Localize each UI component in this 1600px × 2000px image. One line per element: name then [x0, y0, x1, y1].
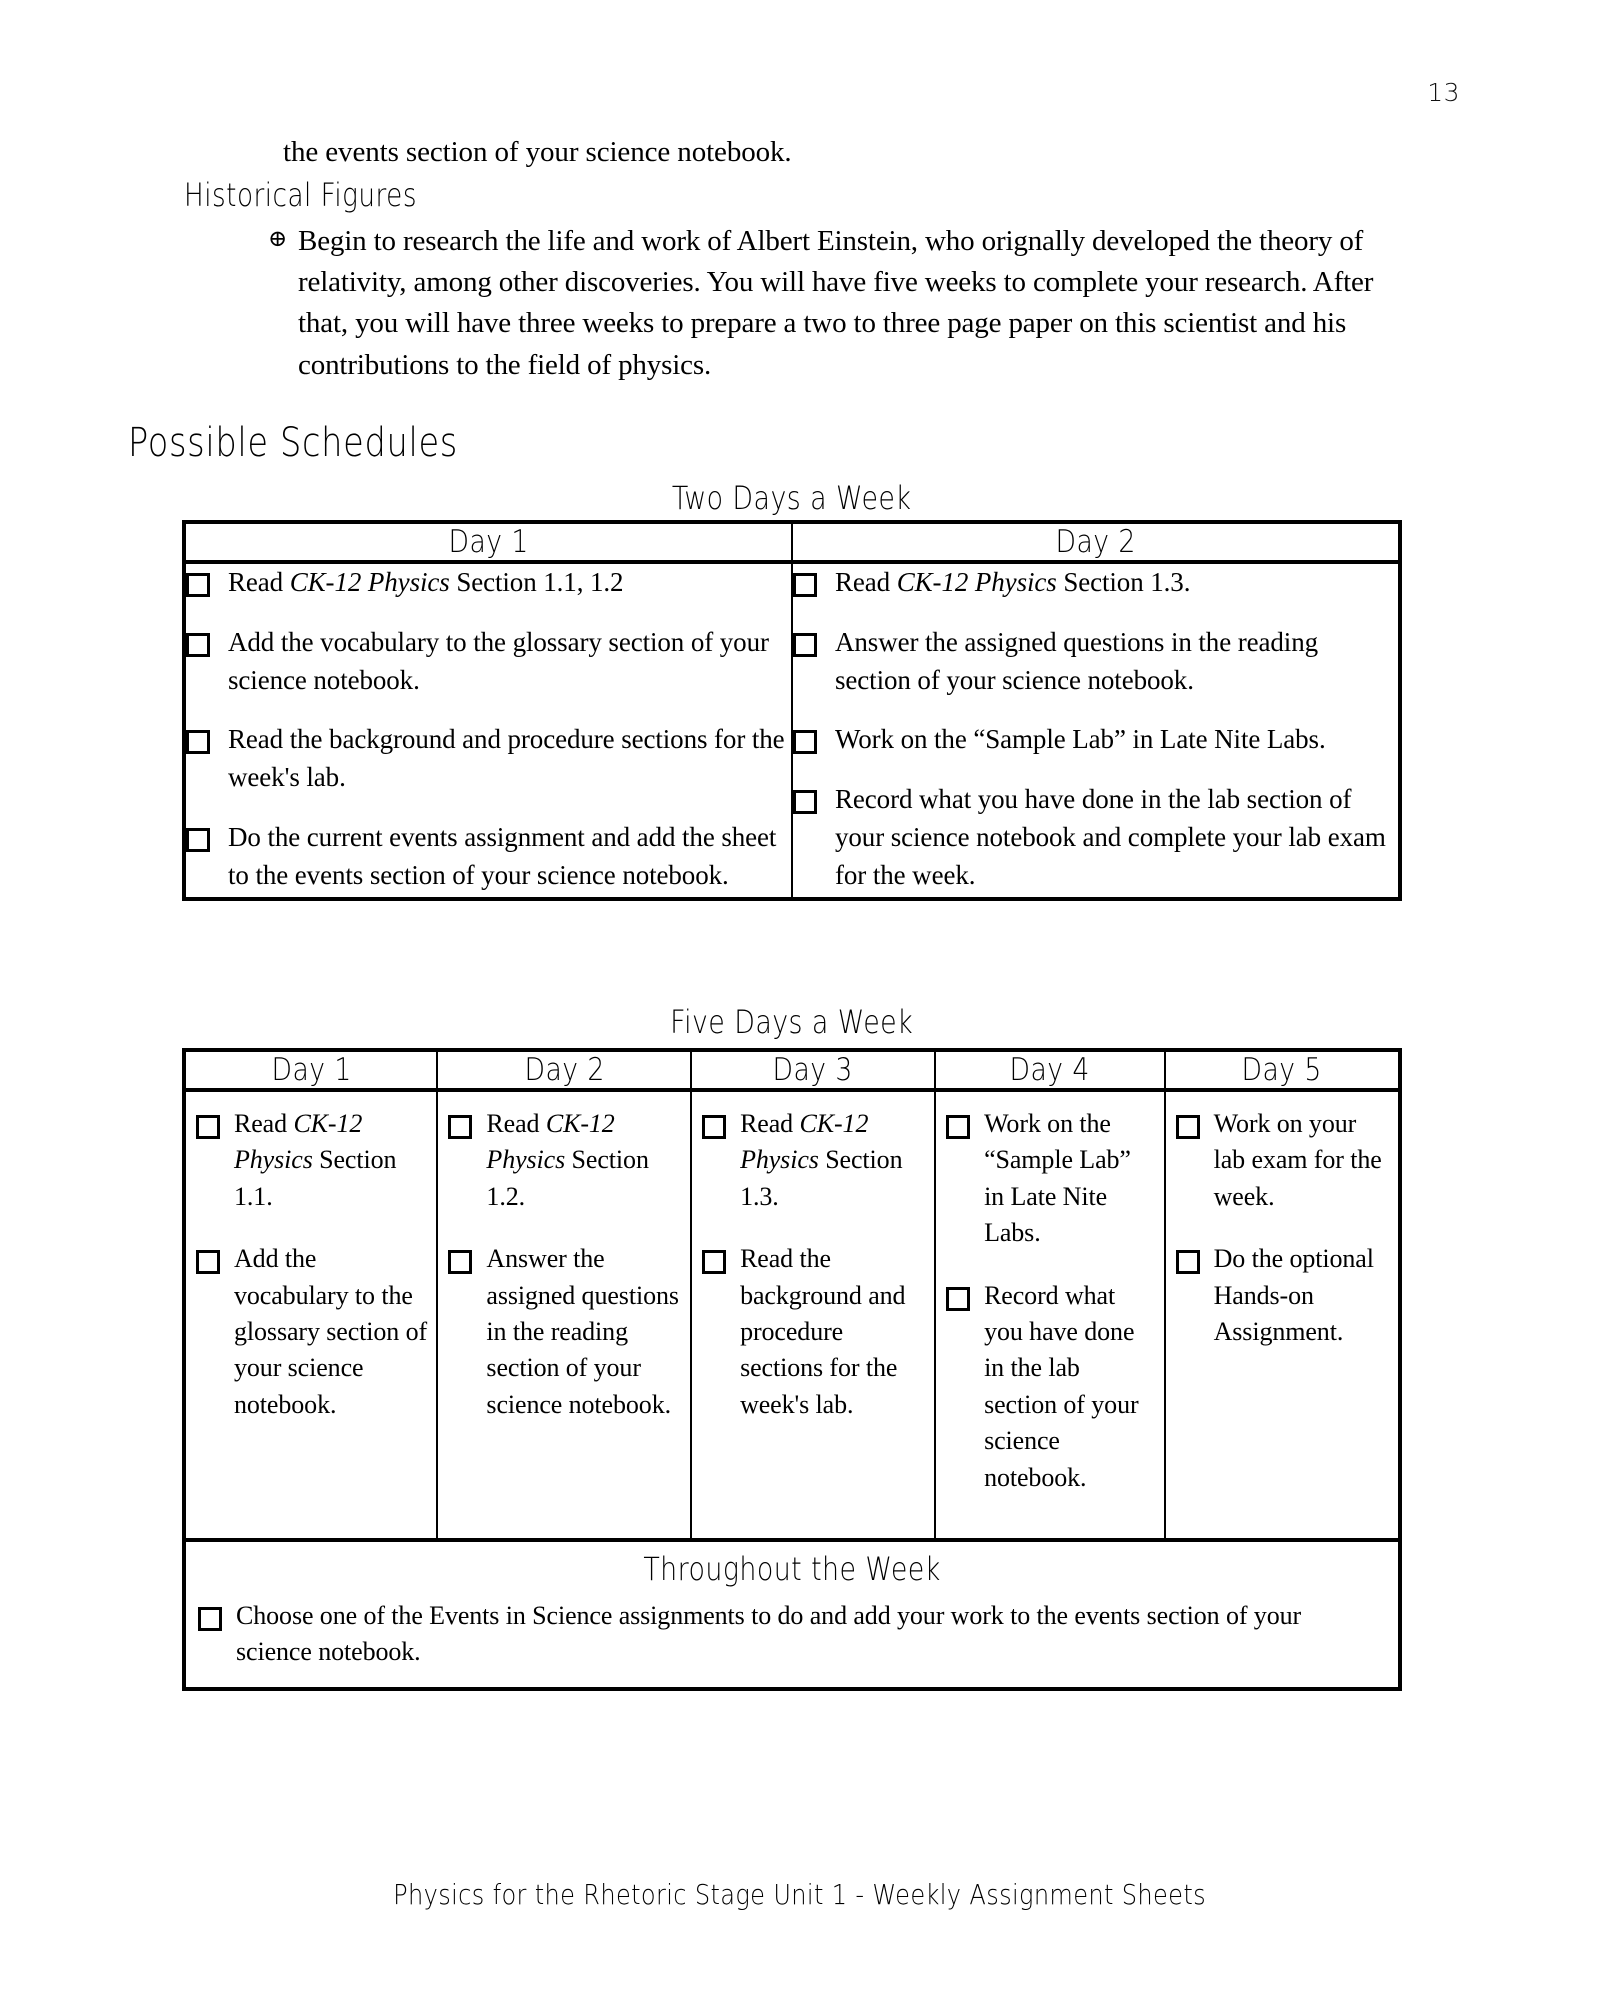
checkbox-icon[interactable] [702, 1250, 726, 1274]
checkbox-icon[interactable] [186, 828, 210, 852]
list-item[interactable] [1176, 1106, 1390, 1215]
day-4-cell [935, 1090, 1165, 1540]
day-5-cell [1165, 1090, 1400, 1540]
checkbox-icon[interactable] [448, 1250, 472, 1274]
list-item[interactable] [1176, 1241, 1390, 1350]
list-item[interactable] [946, 1106, 1156, 1252]
task-label: Read CK-12 Physics Section 1.1, 1.2 [228, 567, 624, 597]
task-label: Work on the “Sample Lab” in Late Nite Labs. [835, 724, 1326, 755]
checkbox-icon[interactable] [198, 1607, 222, 1631]
list-item[interactable] [793, 781, 1398, 894]
list-item[interactable] [702, 1106, 926, 1215]
throughout-week-banner: Throughout the Week [643, 1549, 941, 1588]
historical-figures-task [268, 221, 1408, 386]
task-label: Read CK-12 Physics Section 1.3. [835, 567, 1191, 597]
checkbox-icon[interactable] [946, 1287, 970, 1311]
column-header-day-2: Day 2 [437, 1050, 691, 1090]
list-item[interactable] [448, 1241, 682, 1423]
task-label: Read CK-12 Physics Section 1.1. [234, 1109, 397, 1211]
column-header-day-4: Day 4 [935, 1050, 1165, 1090]
page-footer [0, 1878, 1600, 1911]
two-day-schedule-table [182, 520, 1402, 901]
table-header-row [184, 522, 1400, 562]
list-item[interactable] [702, 1241, 926, 1423]
list-item[interactable] [196, 1241, 428, 1423]
page-number: 13 [1427, 78, 1460, 107]
list-item[interactable] [186, 624, 791, 700]
task-label: Do the current events assignment and add the sheet to the events section of your science notebook. [228, 821, 777, 890]
five-day-table-caption [182, 1003, 1402, 1041]
column-header-day-3: Day 3 [691, 1050, 935, 1090]
task-label: Read CK-12 Physics Section 1.2. [486, 1109, 649, 1211]
task-label: Answer the assigned questions in the reading section of your science notebook. [835, 626, 1318, 695]
throughout-week-row [184, 1540, 1400, 1689]
historical-figures-heading: Historical Figures [184, 176, 417, 214]
checkbox-icon[interactable] [186, 633, 210, 657]
list-item[interactable] [793, 564, 1398, 602]
task-label: Work on the “Sample Lab” in Late Nite Labs. [984, 1109, 1131, 1248]
historical-figures-text: Begin to research the life and work of Albert Einstein, who orignally developed the theory of relativity, among other discoveries. You will have five weeks to complete your research. After that, you will have three weeks to prepare a two to three page paper on this scientist and his contributions to the field of physics. [298, 225, 1374, 381]
throughout-week-cell [184, 1540, 1400, 1689]
list-item[interactable] [186, 819, 791, 895]
checkbox-icon[interactable] [196, 1115, 220, 1139]
task-label: Add the vocabulary to the glossary section of your science notebook. [234, 1244, 428, 1419]
checkbox-icon[interactable] [702, 1115, 726, 1139]
column-header-day-5: Day 5 [1165, 1050, 1400, 1090]
page-title: Possible Schedules [128, 420, 458, 466]
list-item[interactable] [196, 1106, 428, 1215]
list-item[interactable] [448, 1106, 682, 1215]
checkbox-icon[interactable] [1176, 1115, 1200, 1139]
task-label: Read CK-12 Physics Section 1.3. [740, 1109, 903, 1211]
checkbox-icon[interactable] [793, 573, 817, 597]
task-label: Record what you have done in the lab section of your science notebook and complete your lab exam for the week. [835, 784, 1386, 890]
task-label: Add the vocabulary to the glossary section of your science notebook. [228, 626, 769, 695]
task-label: Read the background and procedure sections for the week's lab. [740, 1244, 906, 1419]
table-row [184, 1090, 1400, 1540]
list-item[interactable] [793, 721, 1398, 759]
task-label: Read the background and procedure sections for the week's lab. [228, 724, 785, 793]
table-header-row [184, 1050, 1400, 1090]
day-2-cell [792, 562, 1400, 899]
list-item[interactable] [186, 1594, 1398, 1687]
day-2-cell [437, 1090, 691, 1540]
two-day-table-caption [182, 479, 1402, 517]
list-item[interactable] [946, 1278, 1156, 1496]
table-row [184, 562, 1400, 899]
checkbox-icon[interactable] [186, 573, 210, 597]
task-label: Answer the assigned questions in the reading section of your science notebook. [486, 1244, 679, 1419]
list-item[interactable] [186, 721, 791, 797]
day-3-cell [691, 1090, 935, 1540]
checkbox-icon[interactable] [946, 1115, 970, 1139]
checkbox-icon[interactable] [1176, 1250, 1200, 1274]
list-item[interactable] [186, 564, 791, 602]
clock-icon: ⊕ [268, 226, 288, 251]
column-header-day-1: Day 1 [184, 522, 792, 562]
task-label: Do the optional Hands-on Assignment. [1213, 1244, 1374, 1346]
task-label: Record what you have done in the lab section of your science notebook. [984, 1280, 1139, 1492]
checkbox-icon[interactable] [793, 633, 817, 657]
list-item[interactable] [793, 624, 1398, 700]
five-day-caption-text: Five Days a Week [670, 1003, 914, 1041]
day-1-cell [184, 1090, 437, 1540]
footer-text: Physics for the Rhetoric Stage Unit 1 - Weekly Assignment Sheets [393, 1878, 1207, 1911]
checkbox-icon[interactable] [793, 730, 817, 754]
continued-paragraph: the events section of your science notebook. [283, 136, 792, 168]
column-header-day-1: Day 1 [184, 1050, 437, 1090]
task-label: Choose one of the Events in Science assignments to do and add your work to the events section of your science notebook. [236, 1600, 1302, 1667]
day-1-cell [184, 562, 792, 899]
checkbox-icon[interactable] [448, 1115, 472, 1139]
column-header-day-2: Day 2 [792, 522, 1400, 562]
task-label: Work on your lab exam for the week. [1213, 1109, 1382, 1211]
checkbox-icon[interactable] [793, 790, 817, 814]
five-day-schedule-table [182, 1048, 1402, 1691]
two-day-caption-text: Two Days a Week [672, 479, 912, 517]
checkbox-icon[interactable] [196, 1250, 220, 1274]
checkbox-icon[interactable] [186, 730, 210, 754]
